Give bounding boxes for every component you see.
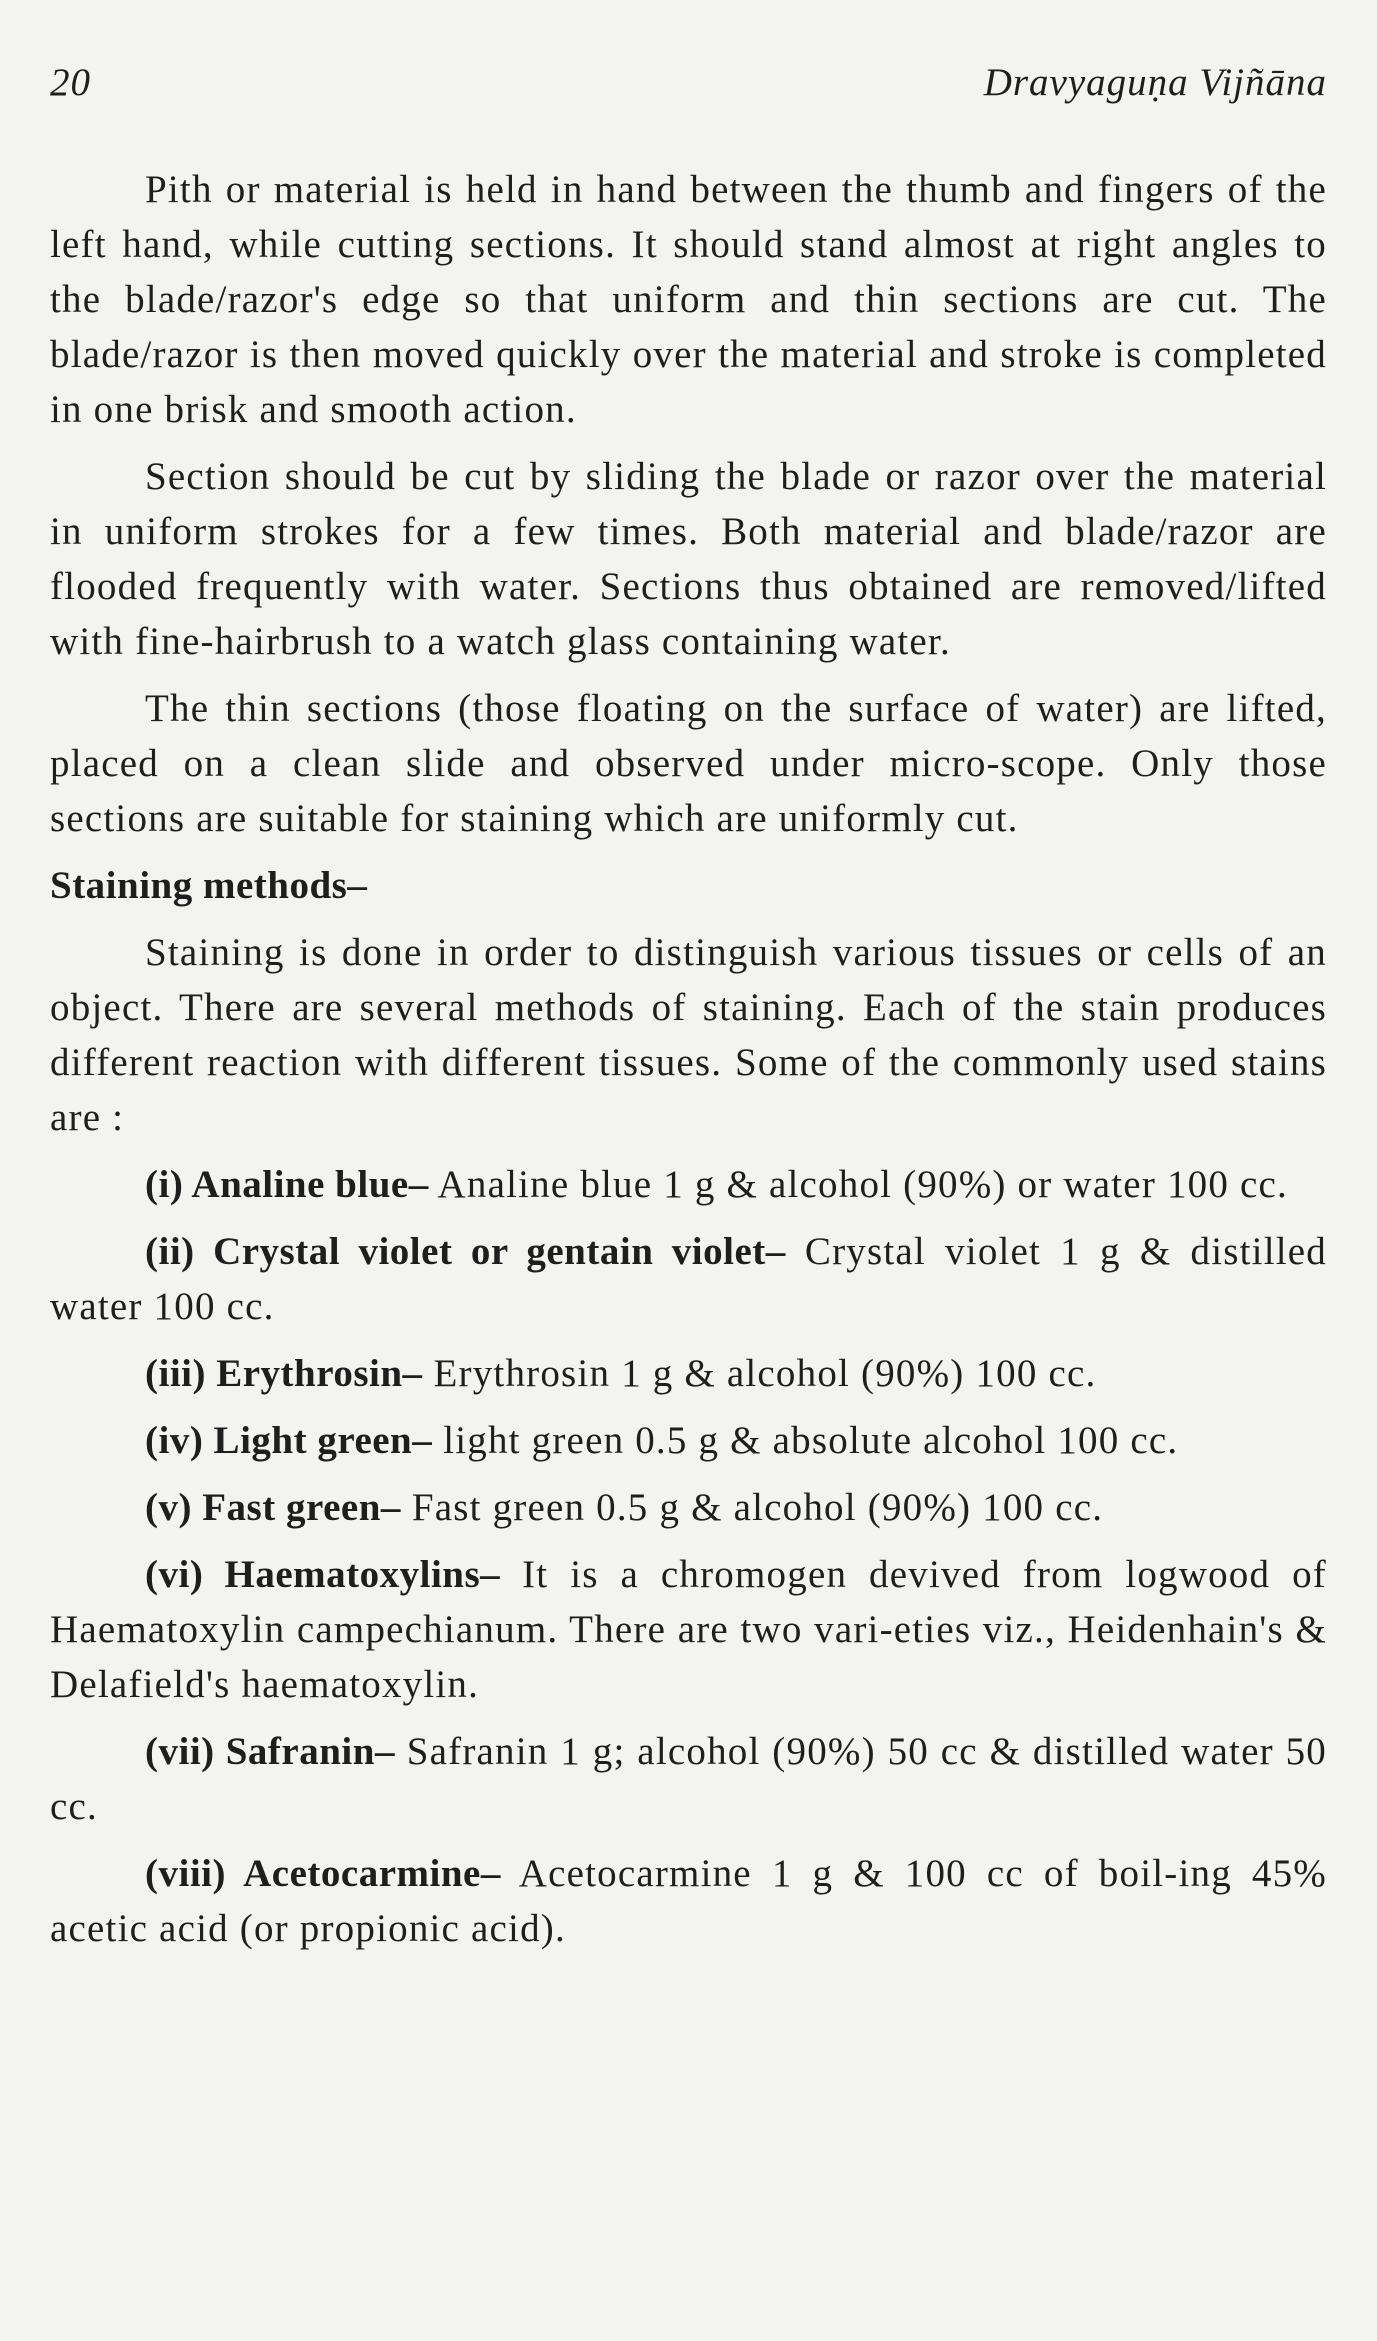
- paragraph: The thin sections (those floating on the surface of water) are lifted, placed on a clean slide and observed under micro-scope. Only those sections are suitable for staining which are uniformly cut.: [50, 687, 1327, 840]
- book-title: Dravyaguṇa Vijñāna: [983, 61, 1327, 104]
- stain-item: [50, 1480, 1327, 1535]
- stain-label: (iv) Light green–: [145, 1419, 433, 1462]
- stain-text: Analine blue 1 g & alcohol (90%) or water 100 cc.: [428, 1163, 1288, 1206]
- stain-text: Acetocarmine 1 g & 100 cc of boil-ing 45% acetic acid (or propionic acid).: [50, 1852, 1327, 1950]
- section-heading: Staining methods–: [50, 864, 368, 907]
- stain-text: Fast green 0.5 g & alcohol (90%) 100 cc.: [400, 1486, 1104, 1529]
- stain-label: (viii) Acetocarmine–: [145, 1852, 501, 1895]
- stain-item: [50, 1724, 1327, 1834]
- running-header: [50, 60, 1327, 120]
- stain-label: (iii) Erythrosin–: [145, 1352, 423, 1395]
- stain-label: (vii) Safranin–: [145, 1730, 395, 1773]
- stain-item: [50, 1846, 1327, 1956]
- paragraph: Section should be cut by sliding the blade or razor over the material in uniform strokes for a few times. Both material and blade/razor are flooded frequently with water. Sections thus obtained are removed/lifted with fine-hairbrush to a watch glass containing water.: [50, 455, 1327, 663]
- stain-item: [50, 1224, 1327, 1334]
- stain-text: Crystal violet 1 g & distilled water 100 cc.: [50, 1230, 1327, 1328]
- stain-item: [50, 1547, 1327, 1712]
- stain-text: Safranin 1 g; alcohol (90%) 50 cc & distilled water 50 cc.: [50, 1730, 1327, 1828]
- paragraph: Pith or material is held in hand between the thumb and fingers of the left hand, while cutting sections. It should stand almost at right angles to the blade/razor's edge so that uniform and thin sections are cut. The blade/razor is then moved quickly over the material and stroke is completed in one brisk and smooth action.: [50, 168, 1327, 431]
- paragraph: Staining is done in order to distinguish various tissues or cells of an object. There are several methods of staining. Each of the stain produces different reaction with different tissues. Some of the commonly used stains are :: [50, 931, 1327, 1139]
- stain-label: (vi) Haematoxylins–: [145, 1553, 501, 1596]
- stain-label: (i) Analine blue–: [145, 1163, 429, 1206]
- stain-item: [50, 1157, 1327, 1212]
- stain-label: (ii) Crystal violet or gentain violet–: [145, 1230, 786, 1273]
- stain-item: [50, 1346, 1327, 1401]
- page-number: 20: [50, 61, 91, 104]
- stain-text: Erythrosin 1 g & alcohol (90%) 100 cc.: [422, 1352, 1097, 1395]
- page-body: [50, 162, 1327, 1956]
- stain-label: (v) Fast green–: [145, 1486, 401, 1529]
- stain-text: light green 0.5 g & absolute alcohol 100 cc.: [432, 1419, 1179, 1462]
- stain-text: It is a chromogen devived from logwood of Haematoxylin campechianum. There are two vari-eties viz., Heidenhain's & Delafield's haematoxylin.: [50, 1553, 1327, 1706]
- stain-item: [50, 1413, 1327, 1468]
